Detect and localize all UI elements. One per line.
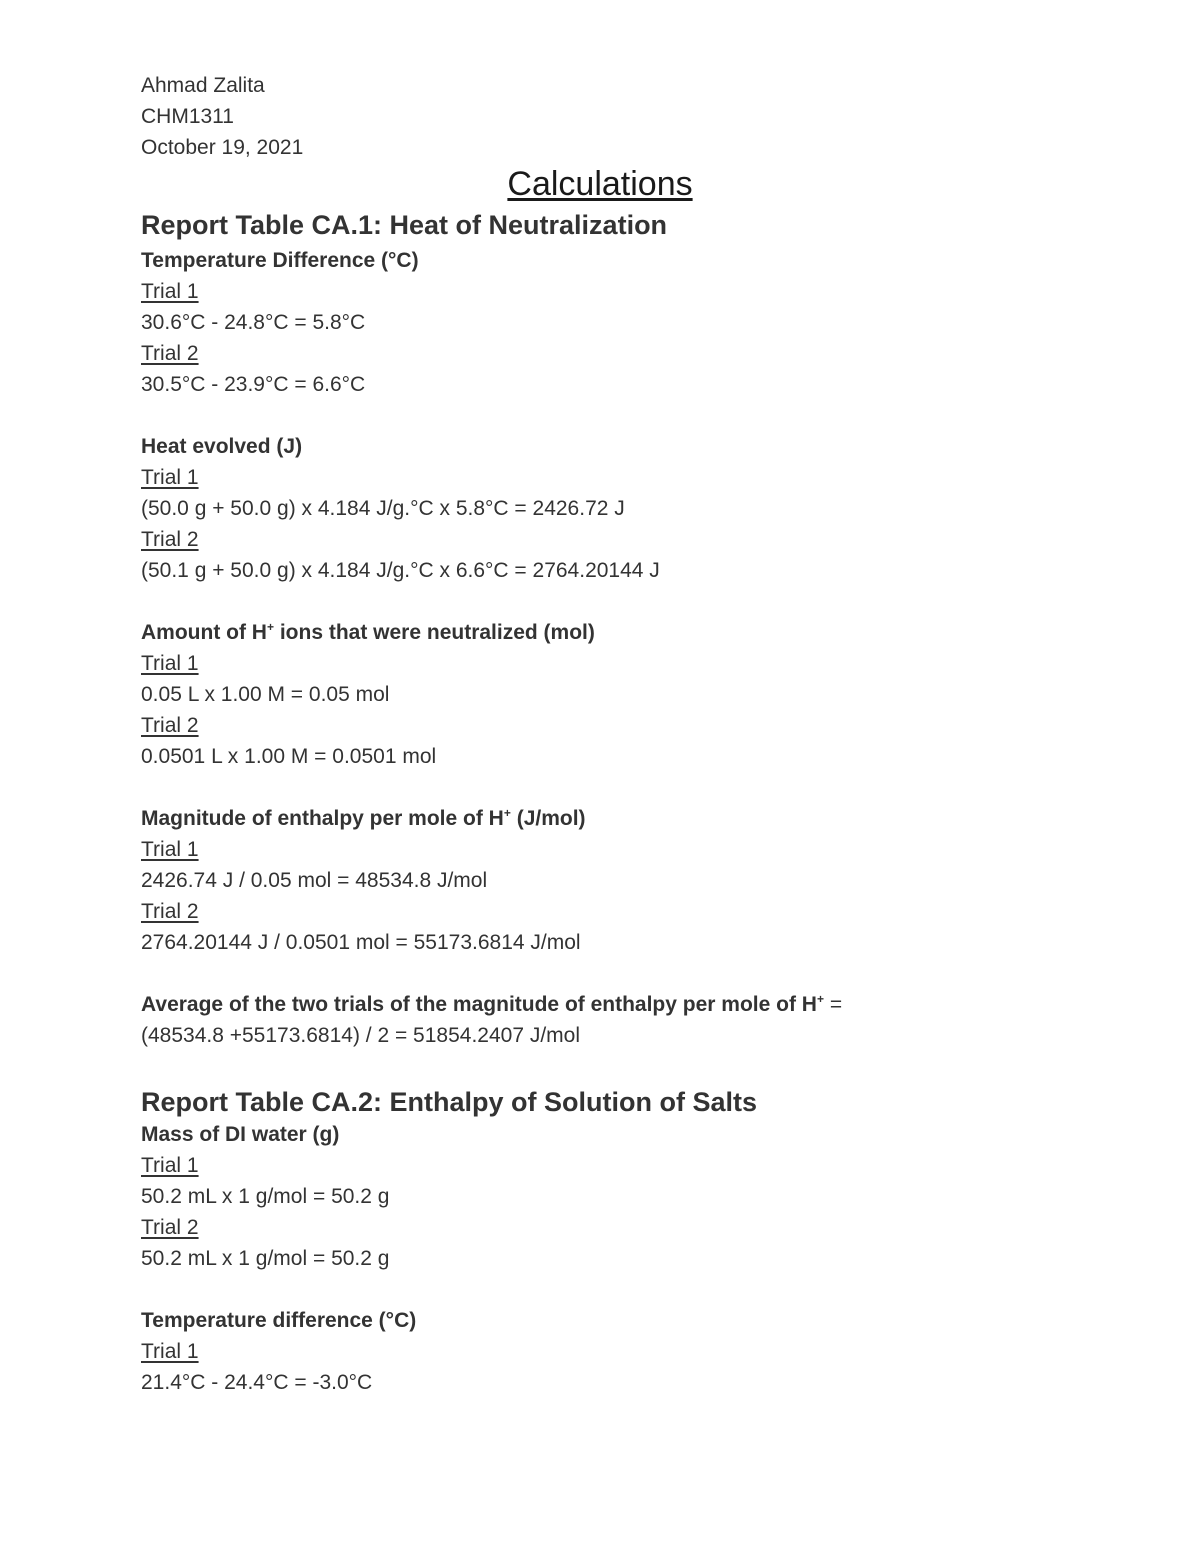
mass-water-heading: Mass of DI water (g): [141, 1123, 340, 1146]
calculation-line: 30.5°C - 23.9°C = 6.6°C: [141, 373, 366, 396]
author-name: Ahmad Zalita: [141, 74, 265, 97]
trial-label: Trial 1: [141, 652, 199, 675]
trial-label: Trial 1: [141, 838, 199, 861]
document-page: [141, 70, 1101, 1398]
calculation-line: 30.6°C - 24.8°C = 5.8°C: [141, 311, 366, 334]
section-heading-ca2: Report Table CA.2: Enthalpy of Solution of Salts: [141, 1087, 758, 1117]
trial-label: Trial 1: [141, 1154, 199, 1177]
trial-label: Trial 1: [141, 466, 199, 489]
page-title: Calculations: [507, 165, 693, 203]
average-heading: Average of the two trials of the magnitude of enthalpy per mole of H+ =: [141, 992, 843, 1016]
calculation-line: (48534.8 +55173.6814) / 2 = 51854.2407 J/mol: [141, 1024, 581, 1047]
calculation-line: 2426.74 J / 0.05 mol = 48534.8 J/mol: [141, 869, 488, 892]
enthalpy-per-mole-heading: Magnitude of enthalpy per mole of H+ (J/mol): [141, 806, 586, 830]
calculation-line: 21.4°C - 24.4°C = -3.0°C: [141, 1371, 373, 1394]
calculation-line: (50.0 g + 50.0 g) x 4.184 J/g.°C x 5.8°C = 2426.72 J: [141, 497, 625, 520]
calculation-line: 2764.20144 J / 0.0501 mol = 55173.6814 J/mol: [141, 931, 581, 954]
trial-label: Trial 2: [141, 714, 199, 737]
trial-label: Trial 2: [141, 1216, 199, 1239]
trial-label: Trial 2: [141, 528, 199, 551]
trial-label: Trial 2: [141, 900, 199, 923]
calculation-line: 50.2 mL x 1 g/mol = 50.2 g: [141, 1247, 390, 1270]
amount-h-ions-heading: Amount of H+ ions that were neutralized (mol): [141, 620, 595, 644]
trial-label: Trial 1: [141, 1340, 199, 1363]
heat-evolved-heading: Heat evolved (J): [141, 435, 303, 458]
temp-diff-heading: Temperature Difference (°C): [141, 249, 419, 272]
calculation-line: 50.2 mL x 1 g/mol = 50.2 g: [141, 1185, 390, 1208]
temp-diff-heading-2: Temperature difference (°C): [141, 1309, 417, 1332]
trial-label: Trial 2: [141, 342, 199, 365]
calculation-line: (50.1 g + 50.0 g) x 4.184 J/g.°C x 6.6°C = 2764.20144 J: [141, 559, 660, 582]
section-heading-ca1: Report Table CA.1: Heat of Neutralization: [141, 210, 668, 240]
calculation-line: 0.0501 L x 1.00 M = 0.0501 mol: [141, 745, 437, 768]
course-code: CHM1311: [141, 105, 234, 128]
trial-label: Trial 1: [141, 280, 199, 303]
calculation-line: 0.05 L x 1.00 M = 0.05 mol: [141, 683, 390, 706]
report-date: October 19, 2021: [141, 136, 304, 159]
